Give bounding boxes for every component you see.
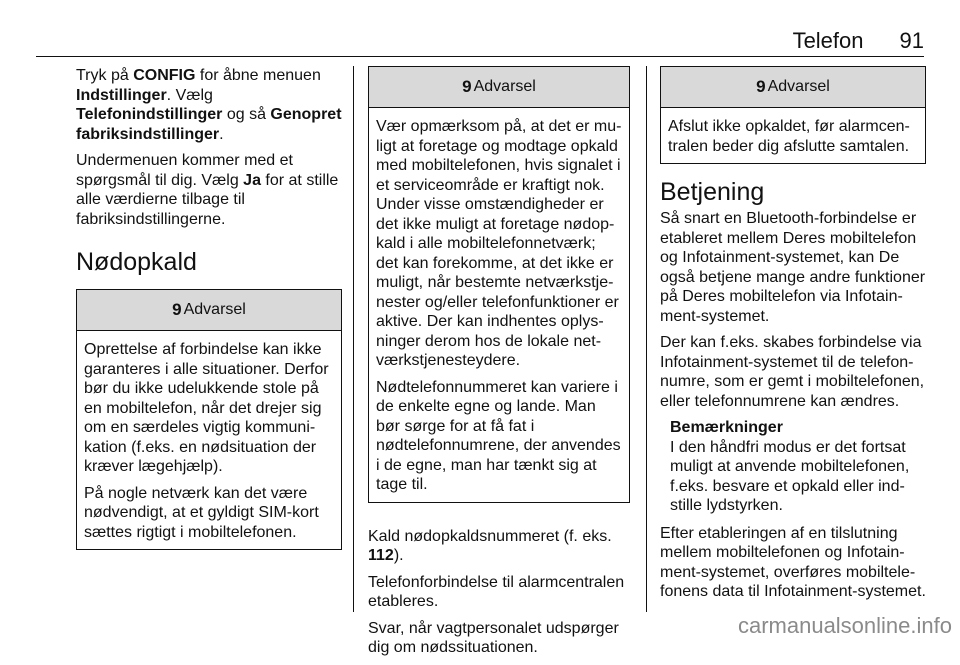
note-text: I den håndfri modus er det fortsat muligt at anvende mobiltelefonen, f.eks. besvare et opkald eller indstille lydstyrken.	[670, 438, 910, 514]
warning-text: Afslut ikke opkaldet, før alarmcentralen beder dig afslutte samtalen.	[668, 118, 910, 155]
warning-title: Advarsel	[183, 301, 246, 319]
column-3	[660, 66, 926, 609]
section-heading: Betjening	[660, 178, 765, 206]
note-box	[670, 418, 926, 516]
paragraph: Så snart en Bluetooth-forbindelse er etableret mellem Deres mobiltelefon og Infotainment-systemet, kan De også betjene mange andre funktioner på Deres mobiltelefon via Infotainment-systemet.	[660, 210, 926, 325]
page-title: Telefon	[792, 28, 864, 53]
section-heading: Nødopkald	[76, 248, 197, 276]
warning-text: Oprettelse af forbindelse kan ikke garanteres i alle situationer. Derfor bør du ikke udelukkende stole på en mobiltelefon, når det drejer sig om en særdeles vigtig kommunikation (f.eks. en nødsituation der kræver lægehjælp).	[84, 341, 329, 475]
warning-text: På nogle netværk kan det være nødvendigt, at et gyldigt SIM-kort sættes rigtigt i mobiltelefonen.	[84, 484, 319, 541]
emergency-number: 112	[368, 547, 394, 564]
header-divider	[36, 56, 924, 57]
menu-name: Genopret fabriksindstillinger	[76, 106, 342, 143]
warning-triangle-icon: 9	[756, 77, 766, 97]
button-label: CONFIG	[133, 67, 196, 84]
warning-title: Advarsel	[767, 78, 830, 96]
warning-box	[76, 289, 342, 550]
warning-triangle-icon: 9	[172, 300, 182, 320]
option-name: Ja	[243, 171, 261, 189]
page-number: 91	[899, 28, 924, 53]
menu-name: Telefonindstillinger	[76, 106, 223, 123]
watermark: carmanualsonline.info	[737, 613, 952, 638]
column-1	[76, 66, 342, 550]
paragraph: Svar, når vagtpersonalet udspørger dig om nødssituationen.	[368, 619, 619, 656]
warning-body	[77, 331, 341, 549]
warning-header	[77, 290, 341, 331]
warning-title: Advarsel	[473, 78, 536, 96]
note-title: Bemærkninger	[670, 419, 783, 436]
warning-box	[368, 66, 630, 503]
warning-triangle-icon: 9	[462, 77, 472, 97]
warning-box	[660, 66, 926, 164]
warning-header	[661, 67, 925, 108]
paragraph: Tryk på CONFIG for åbne menuen Indstillinger. Vælg Telefonindstillinger og så Genopret fabriksindstillinger.	[76, 67, 342, 143]
paragraph: Telefonforbindelse til alarmcentralen etableres.	[368, 573, 625, 610]
column-divider	[646, 66, 647, 612]
column-2	[368, 66, 630, 665]
warning-body	[661, 108, 925, 163]
warning-header	[369, 67, 629, 108]
menu-name: Indstillinger	[76, 86, 167, 104]
paragraph: Kald nødopkaldsnummeret (f. eks. 112).	[368, 527, 612, 564]
paragraph: Undermenuen kommer med et spørgsmål til dig. Vælg Ja for at stille alle værdierne tilbage til fabriksindstillingerne.	[76, 152, 339, 228]
warning-text: Vær opmærksom på, at det er muligt at foretage og modtage opkald med mobiltelefonen, hvis signalet i et serviceområde er kraftigt nok. Under visse omstændigheder er det ikke muligt at foretage nødopkald i alle mobiltelefonnetværk; det kan forekomme, at det ikke er muligt, når bestemte netværkstjenester og/eller telefonfunktioner er aktive. Der kan indhentes oplysninger derom hos de lokale netværkstjenesteydere.	[376, 118, 622, 369]
column-divider	[353, 66, 354, 612]
warning-text: Nødtelefonnummeret kan variere i de enkelte egne og lande. Man bør sørge for at få fat i nødtelefonnumrene, der anvendes i de egne, man har tænkt sig at tage til.	[376, 378, 621, 493]
warning-body	[369, 108, 629, 502]
paragraph: Der kan f.eks. skabes forbindelse via Infotainment-systemet til de telefonnumre, som er gemt i mobiltelefonen, eller telefonnumrene kan ændres.	[660, 334, 925, 410]
paragraph: Efter etableringen af en tilslutning mellem mobiltelefonen og Infotainment-systemet, overføres mobiltelefonens data til Infotainment-systemet.	[660, 524, 926, 600]
page-header	[36, 28, 924, 54]
